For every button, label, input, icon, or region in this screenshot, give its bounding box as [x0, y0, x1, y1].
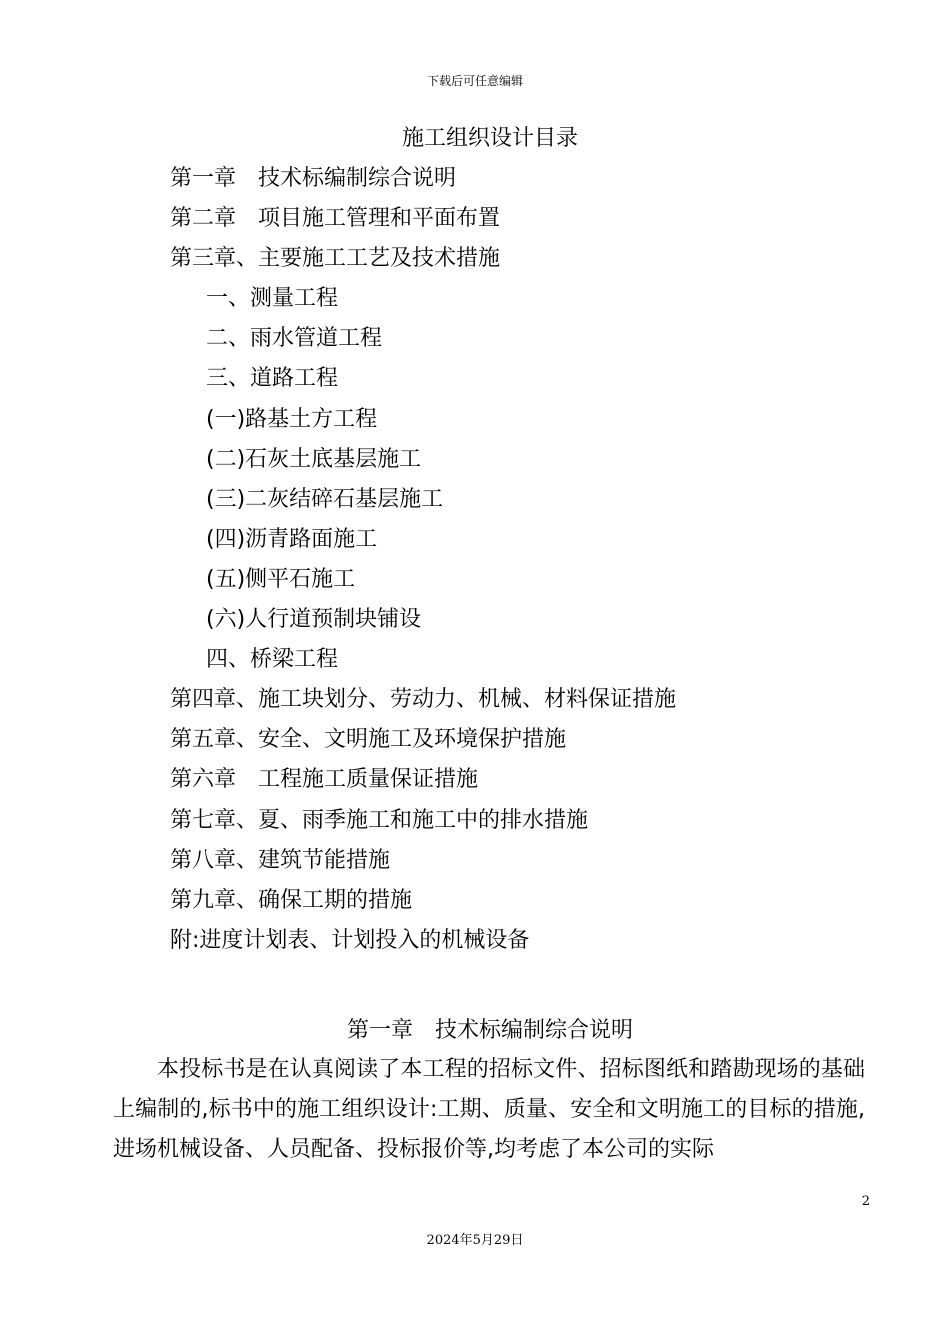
toc-item: 一、测量工程 — [206, 286, 339, 312]
toc-item: 附:进度计划表、计划投入的机械设备 — [170, 927, 530, 953]
page-number: 2 — [861, 1194, 870, 1209]
toc-item: (六)人行道预制块铺设 — [206, 607, 422, 633]
toc-item: (五)侧平石施工 — [206, 566, 356, 592]
toc-item: 二、雨水管道工程 — [206, 326, 383, 352]
footer-date: 2024年5月29日 — [426, 1233, 524, 1248]
section-paragraph: 本投标书是在认真阅读了本工程的招标文件、招标图纸和踏勘现场的基础上编制的,标书中的施工组织设计:工期、质量、安全和文明施工的目标的措施,进场机械设备、人员配备、投标报价等,均考虑了本公司的实际 — [113, 1057, 865, 1162]
toc-item: 第四章、施工块划分、劳动力、机械、材料保证措施 — [170, 687, 677, 713]
toc-item: 第二章 项目施工管理和平面布置 — [170, 206, 501, 232]
toc-item: 第一章 技术标编制综合说明 — [170, 166, 457, 191]
toc-item: (四)沥青路面施工 — [206, 526, 378, 552]
table-of-contents — [0, 161, 950, 963]
toc-item: 第八章、建筑节能措施 — [170, 847, 391, 873]
toc-item: 第五章、安全、文明施工及环境保护措施 — [170, 727, 567, 753]
toc-item: 第九章、确保工期的措施 — [170, 887, 413, 913]
toc-item: (三)二灰结碎石基层施工 — [206, 486, 444, 512]
toc-item: 第七章、夏、雨季施工和施工中的排水措施 — [170, 807, 589, 833]
toc-item: (二)石灰土底基层施工 — [206, 446, 422, 472]
toc-title: 施工组织设计目录 — [401, 126, 578, 151]
toc-item: 第六章 工程施工质量保证措施 — [170, 767, 479, 793]
header-note: 下载后可任意编辑 — [426, 74, 523, 88]
toc-item: 三、道路工程 — [206, 366, 339, 392]
section-title: 第一章 技术标编制综合说明 — [346, 1018, 633, 1043]
toc-item: (一)路基土方工程 — [206, 406, 378, 432]
toc-item: 第三章、主要施工工艺及技术措施 — [170, 246, 501, 272]
toc-item: 四、桥梁工程 — [206, 647, 339, 673]
